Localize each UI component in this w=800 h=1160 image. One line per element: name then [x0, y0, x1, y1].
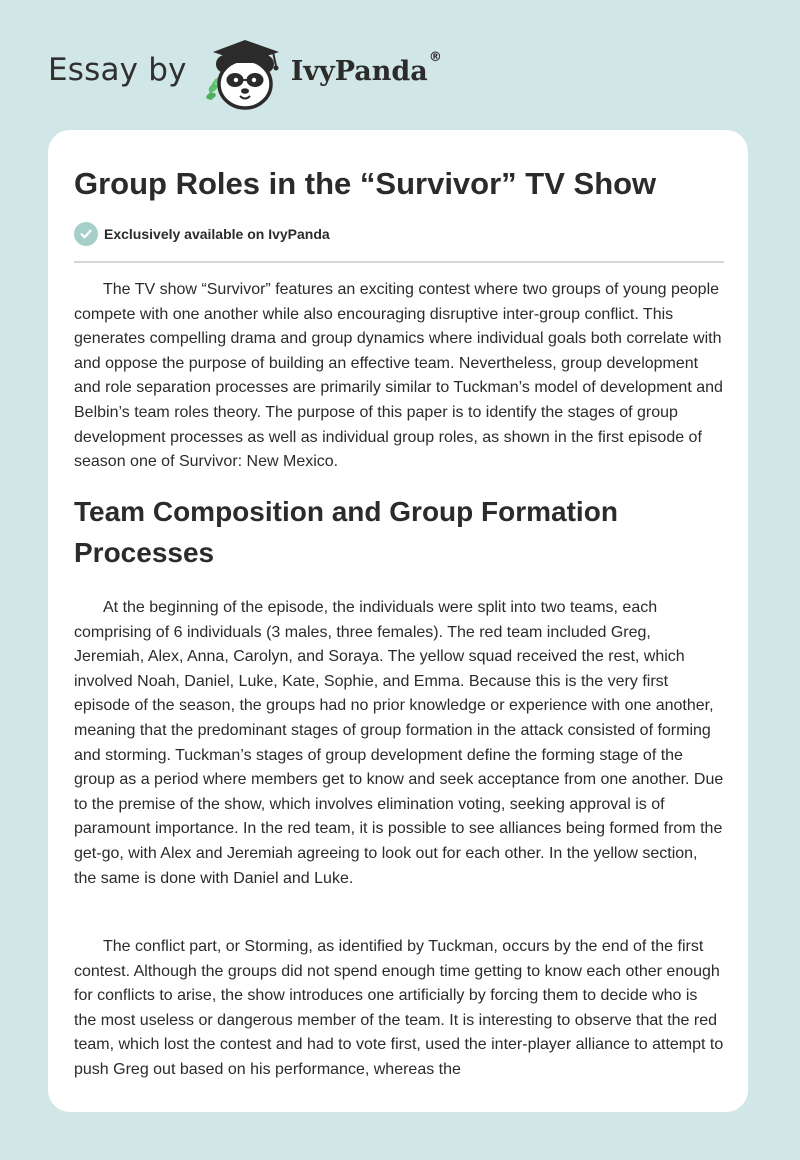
- page-title: Group Roles in the “Survivor” TV Show: [74, 166, 657, 201]
- essay-card: [48, 130, 748, 1112]
- section-heading: Team Composition and Group Formation Processes: [74, 496, 618, 568]
- paragraph-team-composition: At the beginning of the episode, the individuals were split into two teams, each comprising of 6 individuals (3 males, three females). The red team included Greg, Jeremiah, Alex, Anna, Carolyn, and Soraya. The yellow squad received the rest, which involved Noah, Daniel, Luke, Kate, Sophie, and Emma. Because this is the very first episode of the season, the groups had no prior knowledge or experience with one another, meaning that the predominant stages of group formation in the attack consisted of forming and storming. Tuckman’s stages of group development define the forming stage of the group as a period where members get to know and seek acceptance from one another. Due to the premise of the show, which involves elimination voting, seeking approval is of paramount importance. In the red team, it is possible to see alliances being formed from the get-go, with Alex and Jeremiah agreeing to look out for each other. In the yellow section, the same is done with Daniel and Luke.: [74, 599, 724, 887]
- exclusive-label: Exclusively available on IvyPanda: [104, 226, 330, 242]
- check-icon: [74, 222, 98, 246]
- essay-by-label: Essay by: [48, 52, 187, 88]
- paragraph-intro: The TV show “Survivor” features an exciting contest where two groups of young people compete with one another while also encouraging disruptive inter-group conflict. This generates compelling drama and group dynamics where individual goals both correlate with and oppose the purpose of building an effective team. Nevertheless, group development and role separation processes are primarily similar to Tuckman’s model of development and Belbin’s team roles theory. The purpose of this paper is to identify the stages of group development processes as well as individual group roles, as shown in the first episode of season one of Survivor: New Mexico.: [74, 281, 723, 471]
- registered-mark: ®: [428, 49, 442, 65]
- site-header: [48, 30, 442, 114]
- divider: [74, 261, 724, 263]
- brand-name[interactable]: [290, 49, 442, 87]
- paragraph-storming: The conflict part, or Storming, as identified by Tuckman, occurs by the end of the first contest. Although the groups did not spend enough time getting to know each other enough for conflicts to arise, the show introduces one artificially by forcing them to decide who is the most useless or dangerous member of the team. It is interesting to observe that the red team, which lost the contest and had to vote first, used the inter-player alliance to attempt to push Greg out based on his performance, whereas the: [74, 938, 724, 1078]
- exclusive-badge: [74, 222, 330, 246]
- brand-label: IvyPanda: [290, 55, 428, 87]
- panda-graduate-icon[interactable]: [199, 30, 287, 114]
